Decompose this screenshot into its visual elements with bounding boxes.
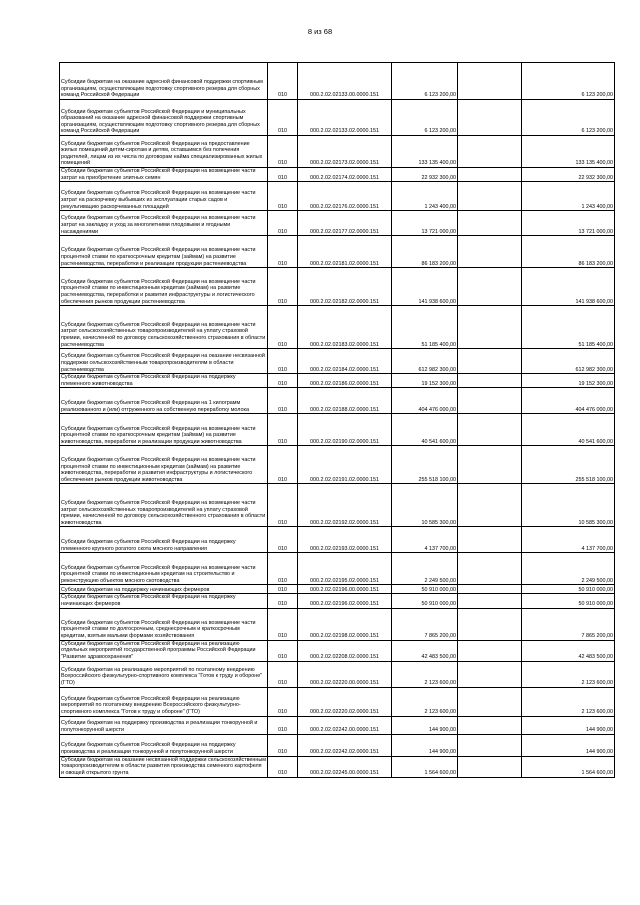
row-code: 010 (268, 168, 298, 182)
row-name: Субсидии бюджетам на реализацию мероприятий по поэтапному внедрению Всероссийского физкультурно-спортивного комплекса "Готов к труду и обороне" (ГТО) (60, 661, 268, 687)
row-name: Субсидии бюджетам субъектов Российской Федерации на предоставление жилых помещений детям-сиротам и детям, оставшимся без попечения родителей, лицам из их числа по договорам найма специализированных жилых помещений (60, 136, 268, 168)
row-kbk: 000.2.02.02183.02.0000.151 (298, 306, 392, 349)
row-code: 010 (268, 236, 298, 268)
row-amount: 51 185 400,00 (392, 306, 458, 349)
row-total: 4 137 700,00 (522, 527, 615, 553)
row-extra (458, 414, 522, 446)
row-extra (458, 268, 522, 306)
row-code: 010 (268, 63, 298, 100)
row-code: 010 (268, 446, 298, 484)
row-name: Субсидии бюджетам субъектов Российской Федерации на поддержку начинающих фермеров (60, 594, 268, 608)
row-amount: 40 541 600,00 (392, 414, 458, 446)
table-row (60, 585, 615, 594)
table-row (60, 136, 615, 168)
row-amount: 19 152 300,00 (392, 374, 458, 388)
row-code: 010 (268, 608, 298, 640)
row-amount: 50 910 000,00 (392, 594, 458, 608)
row-code: 010 (268, 640, 298, 661)
row-extra (458, 446, 522, 484)
table-row (60, 594, 615, 608)
row-code: 010 (268, 585, 298, 594)
row-amount: 144 900,00 (392, 716, 458, 734)
row-code: 010 (268, 182, 298, 211)
row-total: 612 982 300,00 (522, 349, 615, 374)
row-kbk: 000.2.02.02181.02.0000.151 (298, 236, 392, 268)
row-extra (458, 100, 522, 136)
row-total: 1 243 400,00 (522, 182, 615, 211)
row-total: 40 541 600,00 (522, 414, 615, 446)
row-extra (458, 687, 522, 716)
row-kbk: 000.2.02.02196.00.0000.151 (298, 585, 392, 594)
row-total: 13 721 000,00 (522, 211, 615, 236)
row-name: Субсидии бюджетам субъектов Российской Федерации на возмещение части процентной ставки по долгосрочным, среднесрочным и краткосрочным кредитам, взятым малыми формами хозяйствования (60, 608, 268, 640)
row-name: Субсидии бюджетам субъектов Российской Федерации на возмещение части затрат на раскорчевку выбывших из эксплуатации старых садов и рекультивацию раскорчеванных площадей (60, 182, 268, 211)
row-total: 10 585 300,00 (522, 484, 615, 527)
row-total: 141 938 600,00 (522, 268, 615, 306)
row-kbk: 000.2.02.02173.02.0000.151 (298, 136, 392, 168)
row-name: Субсидии бюджетам субъектов Российской Федерации на реализацию мероприятий по поэтапному внедрению Всероссийского физкультурно-спортивного комплекса "Готов к труду и обороне" (ГТО) (60, 687, 268, 716)
row-amount: 2 123 600,00 (392, 661, 458, 687)
table-row (60, 63, 615, 100)
table-row (60, 640, 615, 661)
row-name: Субсидии бюджетам субъектов Российской Федерации на возмещение части процентной ставки по краткосрочным кредитам (займам) на развитие животноводства, переработки и реализации продукции животноводства (60, 414, 268, 446)
row-kbk: 000.2.02.02220.00.0000.151 (298, 661, 392, 687)
row-code: 010 (268, 349, 298, 374)
budget-table (59, 62, 615, 778)
row-kbk: 000.2.02.02242.02.0000.151 (298, 734, 392, 756)
row-code: 010 (268, 414, 298, 446)
row-extra (458, 388, 522, 414)
table-row (60, 716, 615, 734)
row-kbk: 000.2.02.02184.02.0000.151 (298, 349, 392, 374)
row-kbk: 000.2.02.02195.02.0000.151 (298, 553, 392, 585)
row-name: Субсидии бюджетам субъектов Российской Федерации на возмещение части затрат на приобретение элитных семян (60, 168, 268, 182)
row-name: Субсидии бюджетам на поддержку производства и реализации тонкорунной и полутонкорунной шерсти (60, 716, 268, 734)
row-extra (458, 374, 522, 388)
row-extra (458, 236, 522, 268)
row-name: Субсидии бюджетам субъектов Российской Федерации на возмещение части процентной ставки по инвестиционным кредитам на строительство и реконструкцию объектов мясного скотоводства (60, 553, 268, 585)
row-extra (458, 661, 522, 687)
row-kbk: 000.2.02.02182.02.0000.151 (298, 268, 392, 306)
row-total: 2 123 600,00 (522, 687, 615, 716)
row-total: 42 483 500,00 (522, 640, 615, 661)
page-number: 8 из 68 (307, 27, 333, 36)
row-code: 010 (268, 734, 298, 756)
row-extra (458, 734, 522, 756)
table-row (60, 661, 615, 687)
table-row (60, 414, 615, 446)
row-code: 010 (268, 756, 298, 777)
row-total: 50 910 000,00 (522, 594, 615, 608)
row-kbk: 000.2.02.02176.02.0000.151 (298, 182, 392, 211)
table-row (60, 268, 615, 306)
row-extra (458, 716, 522, 734)
row-amount: 133 135 400,00 (392, 136, 458, 168)
row-kbk: 000.2.02.02245.00.0000.151 (298, 756, 392, 777)
table-row (60, 527, 615, 553)
row-kbk: 000.2.02.02133.00.0000.151 (298, 63, 392, 100)
row-code: 010 (268, 136, 298, 168)
row-total: 1 564 600,00 (522, 756, 615, 777)
row-name: Субсидии бюджетам субъектов Российской Федерации и муниципальных образований на оказание адресной финансовой поддержки спортивным организациям, осуществляющим подготовку спортивного резерва для сборных команд Российской Федерации (60, 100, 268, 136)
row-extra (458, 594, 522, 608)
row-kbk: 000.2.02.02220.02.0000.151 (298, 687, 392, 716)
row-total: 2 123 600,00 (522, 661, 615, 687)
row-code: 010 (268, 388, 298, 414)
row-amount: 141 938 600,00 (392, 268, 458, 306)
row-extra (458, 640, 522, 661)
row-kbk: 000.2.02.02177.02.0000.151 (298, 211, 392, 236)
row-name: Субсидии бюджетам на оказание адресной финансовой поддержки спортивным организациям, осуществляющим подготовку спортивного резерва для сборных команд Российской Федерации (60, 63, 268, 100)
row-amount: 2 249 500,00 (392, 553, 458, 585)
row-code: 010 (268, 374, 298, 388)
table-row (60, 306, 615, 349)
row-total: 6 123 200,00 (522, 100, 615, 136)
row-amount: 7 865 200,00 (392, 608, 458, 640)
row-name: Субсидии бюджетам на оказание несвязанной поддержки сельскохозяйственным товаропроизводителям в области развития производства семенного картофеля и овощей открытого грунта (61, 756, 266, 776)
row-total: 2 249 500,00 (522, 553, 615, 585)
row-extra (458, 527, 522, 553)
row-extra (458, 63, 522, 100)
row-code: 010 (268, 306, 298, 349)
table-row (60, 553, 615, 585)
row-extra (458, 756, 522, 777)
row-total: 22 932 300,00 (522, 168, 615, 182)
table-row (60, 446, 615, 484)
row-extra (458, 349, 522, 374)
row-amount: 42 483 500,00 (392, 640, 458, 661)
row-extra (458, 136, 522, 168)
row-name: Субсидии бюджетам субъектов Российской Федерации на возмещение части затрат сельскохозяйственных товаропроизводителей на уплату страховой премии, начисленной по договору сельскохозяйственного страхования в области растениеводства (60, 306, 268, 349)
row-name: Субсидии бюджетам субъектов Российской Федерации на возмещение части процентной ставки по инвестиционным кредитам (займам) на развитие растениеводства, переработки и развития инфраструктуры и логистического обеспечения рынков продукции растениеводства (60, 268, 268, 306)
row-amount: 86 183 200,00 (392, 236, 458, 268)
row-name: Субсидии бюджетам субъектов Российской Федерации на реализацию отдельных мероприятий государственной программы Российской Федерации "Развитие здравоохранения" (60, 640, 268, 661)
row-name: Субсидии бюджетам субъектов Российской Федерации на возмещение части процентной ставки по краткосрочным кредитам (займам) на развитие растениеводства, переработки и реализации продукции растениеводства (60, 236, 268, 268)
table-row (60, 388, 615, 414)
row-code: 010 (268, 716, 298, 734)
table-row (60, 100, 615, 136)
table-row (60, 687, 615, 716)
row-extra (458, 553, 522, 585)
row-amount: 10 585 300,00 (392, 484, 458, 527)
row-total: 144 900,00 (522, 734, 615, 756)
row-total: 51 185 400,00 (522, 306, 615, 349)
row-total: 133 135 400,00 (522, 136, 615, 168)
row-extra (458, 585, 522, 594)
row-extra (458, 182, 522, 211)
row-amount: 255 518 100,00 (392, 446, 458, 484)
row-extra (458, 168, 522, 182)
row-total: 144 900,00 (522, 716, 615, 734)
row-kbk: 000.2.02.02198.02.0000.151 (298, 608, 392, 640)
row-amount: 404 476 000,00 (392, 388, 458, 414)
row-name: Субсидии бюджетам субъектов Российской Федерации на поддержку производства и реализации тонкорунной и полутонкорунной шерсти (60, 734, 268, 756)
row-code: 010 (268, 527, 298, 553)
row-code: 010 (268, 661, 298, 687)
row-total: 19 152 300,00 (522, 374, 615, 388)
row-total: 86 183 200,00 (522, 236, 615, 268)
row-kbk: 000.2.02.02196.02.0000.151 (298, 594, 392, 608)
row-kbk: 000.2.02.02208.02.0000.151 (298, 640, 392, 661)
row-kbk: 000.2.02.02186.02.0000.151 (298, 374, 392, 388)
row-total: 7 865 200,00 (522, 608, 615, 640)
row-total: 50 910 000,00 (522, 585, 615, 594)
row-extra (458, 484, 522, 527)
row-amount: 612 982 300,00 (392, 349, 458, 374)
row-code: 010 (268, 268, 298, 306)
table-row (60, 168, 615, 182)
row-kbk: 000.2.02.02133.02.0000.151 (298, 100, 392, 136)
table-row (60, 182, 615, 211)
row-total: 6 123 200,00 (522, 63, 615, 100)
row-kbk: 000.2.02.02242.00.0000.151 (298, 716, 392, 734)
row-extra (458, 306, 522, 349)
table-row (60, 374, 615, 388)
row-code: 010 (268, 594, 298, 608)
row-kbk: 000.2.02.02188.02.0000.151 (298, 388, 392, 414)
row-amount: 6 123 200,00 (392, 100, 458, 136)
row-amount: 50 910 000,00 (392, 585, 458, 594)
table-row (60, 734, 615, 756)
row-amount: 2 123 600,00 (392, 687, 458, 716)
row-amount: 22 932 300,00 (392, 168, 458, 182)
row-code: 010 (268, 211, 298, 236)
row-name: Субсидии бюджетам на поддержку начинающих фермеров (60, 585, 268, 594)
table-row (60, 484, 615, 527)
row-name: Субсидии бюджетам субъектов Российской Федерации на оказание несвязанной поддержки сельскохозяйственным товаропроизводителям в области растениеводства (60, 349, 268, 374)
row-amount: 1 564 600,00 (392, 756, 458, 777)
row-code: 010 (268, 100, 298, 136)
row-amount: 13 721 000,00 (392, 211, 458, 236)
row-code: 010 (268, 687, 298, 716)
row-name: Субсидии бюджетам субъектов Российской Федерации на поддержку племенного животноводства (60, 374, 268, 388)
row-kbk: 000.2.02.02192.02.0000.151 (298, 484, 392, 527)
row-kbk: 000.2.02.02193.02.0000.151 (298, 527, 392, 553)
row-code: 010 (268, 484, 298, 527)
row-amount: 6 123 200,00 (392, 63, 458, 100)
row-extra (458, 608, 522, 640)
table-row (60, 211, 615, 236)
row-total: 404 476 000,00 (522, 388, 615, 414)
row-amount: 4 137 700,00 (392, 527, 458, 553)
table-row (60, 236, 615, 268)
row-code: 010 (268, 553, 298, 585)
row-name: Субсидии бюджетам субъектов Российской Федерации на возмещение части затрат сельскохозяйственных товаропроизводителей на уплату страховой премии, начисленной по договору сельскохозяйственного страхования в области животноводства (60, 484, 268, 527)
row-name: Субсидии бюджетам субъектов Российской Федерации на возмещение части процентной ставки по инвестиционным кредитам (займам) на развитие животноводства, переработки и развития инфраструктуры и логистического обеспечения рынков продукции животноводства (60, 446, 268, 484)
row-kbk: 000.2.02.02174.02.0000.151 (298, 168, 392, 182)
row-name: Субсидии бюджетам субъектов Российской Федерации на возмещение части затрат на закладку и уход за многолетними плодовыми и ягодными насаждениями (60, 211, 268, 236)
table-row (60, 349, 615, 374)
row-name: Субсидии бюджетам субъектов Российской Федерации на поддержку племенного крупного рогатого скота мясного направления (60, 527, 268, 553)
table-row (60, 608, 615, 640)
row-amount: 1 243 400,00 (392, 182, 458, 211)
row-total: 255 518 100,00 (522, 446, 615, 484)
table-row (60, 756, 615, 777)
row-kbk: 000.2.02.02190.02.0000.151 (298, 414, 392, 446)
row-name: Субсидии бюджетам субъектов Российской Федерации на 1 килограмм реализованного и (или) отгруженного на собственную переработку молока (60, 388, 268, 414)
row-amount: 144 900,00 (392, 734, 458, 756)
row-kbk: 000.2.02.02191.02.0000.151 (298, 446, 392, 484)
budget-table-body (60, 63, 615, 778)
row-extra (458, 211, 522, 236)
